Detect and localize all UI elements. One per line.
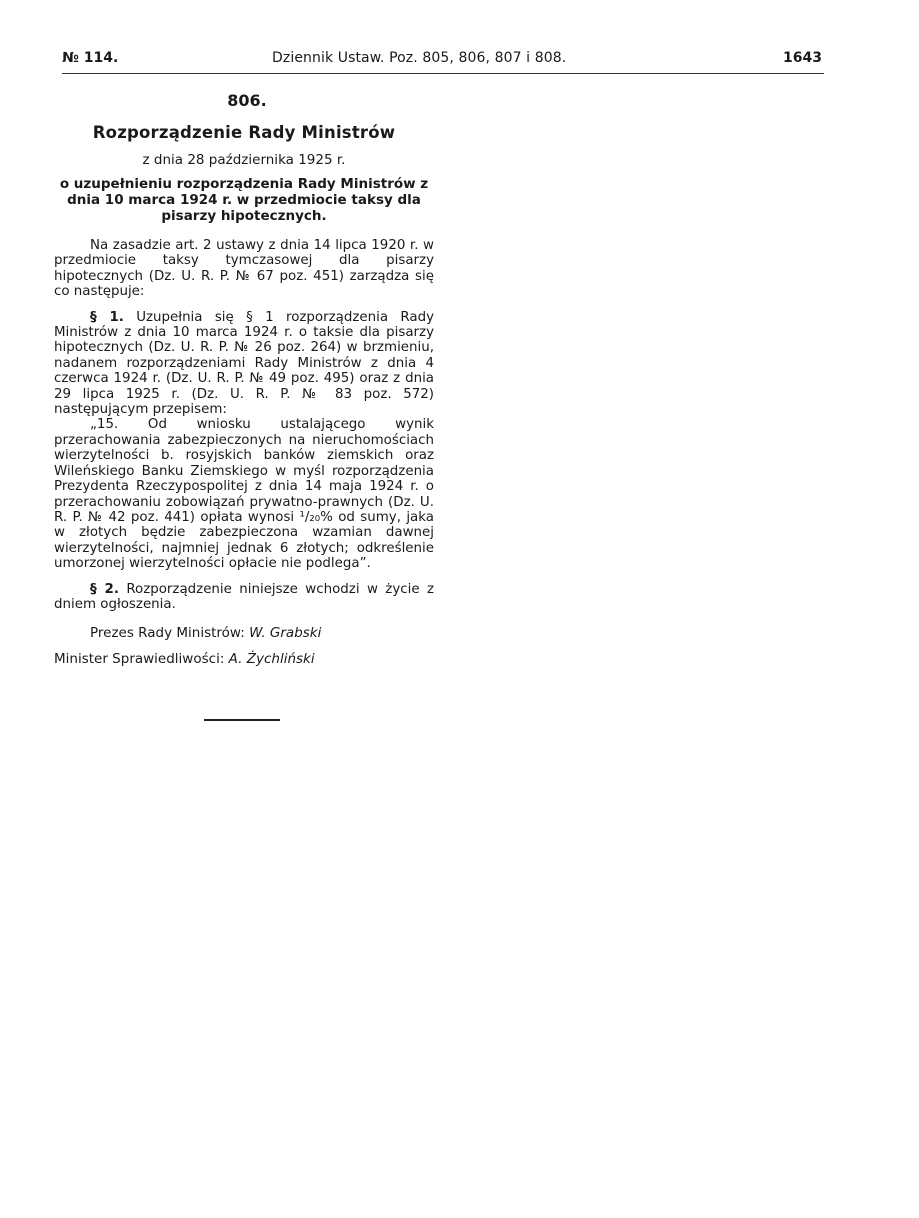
quoted-provision: „15. Od wniosku ustalającego wynik przerachowania zabezpieczonych na nieruchomościach wierzytelności b. rosyjskich banków ziemskich oraz Wileńskiego Banku Ziemskiego w myśl rozporządzenia Prezydenta Rzeczypospolitej z dnia 14 maja 1924 r. o przerachowaniu zobowiązań prywatno-prawnych (Dz. U. R. P. № 42 poz. 441) opłata wynosi ¹/₂₀% od sumy, jaka w złotych będzie zabezpieczona wzamian dawnej wierzytelności, najmniej jednak 6 złotych; odkreślenie umorzonej wierzytelności opłacie nie podlega”. [54, 417, 434, 572]
issue-number: № 114. [62, 50, 119, 66]
page-number: 1643 [783, 50, 822, 66]
signature-2-role: Minister Sprawiedliwości: [54, 651, 225, 668]
act-title: Rozporządzenie Rady Ministrów [92, 123, 396, 142]
signature-justice-minister [54, 650, 434, 668]
section-1-label: § 1. [90, 309, 124, 325]
act-number: 806. [227, 91, 267, 110]
section-2-text: Rozporządzenie niniejsze wchodzi w życie z dniem ogłoszenia. [54, 581, 434, 612]
signature-prime-minister [54, 624, 434, 642]
act-column [54, 90, 434, 668]
preamble: Na zasadzie art. 2 ustawy z dnia 14 lipca 1920 r. w przedmiocie taksy tymczasowej dla pisarzy hipotecznych (Dz. U. R. P. № 67 poz. 451) zarządza się co następuje: [54, 238, 434, 300]
signature-2-name: A. Żychliński [228, 651, 315, 668]
section-2 [54, 582, 434, 613]
section-1-text: Uzupełnia się § 1 rozporządzenia Rady Ministrów z dnia 10 marca 1924 r. o taksie dla pisarzy hipotecznych (Dz. U. R. P. № 26 poz. 264) w brzmieniu, nadanem rozporządzeniami Rady Ministrów z dnia 4 czerwca 1924 r. (Dz. U. R. P. № 49 poz. 495) oraz z dnia 29 lipca 1925 r. (Dz. U. R. P. № 83 poz. 572) następującym przepisem: [54, 309, 435, 418]
signature-1-role: Prezes Rady Ministrów: [90, 625, 245, 642]
signature-1-name: W. Grabski [249, 625, 322, 642]
header-divider [62, 73, 824, 74]
journal-reference: Dziennik Ustaw. Poz. 805, 806, 807 i 808. [272, 50, 567, 66]
act-date: z dnia 28 października 1925 r. [142, 152, 346, 168]
running-header [62, 50, 822, 74]
section-2-label: § 2. [90, 581, 119, 597]
section-1 [54, 310, 434, 418]
act-subject: o uzupełnieniu rozporządzenia Rady Ministrów z dnia 10 marca 1924 r. w przedmiocie taksy dla pisarzy hipotecznych. [59, 176, 429, 224]
end-rule [204, 719, 280, 721]
